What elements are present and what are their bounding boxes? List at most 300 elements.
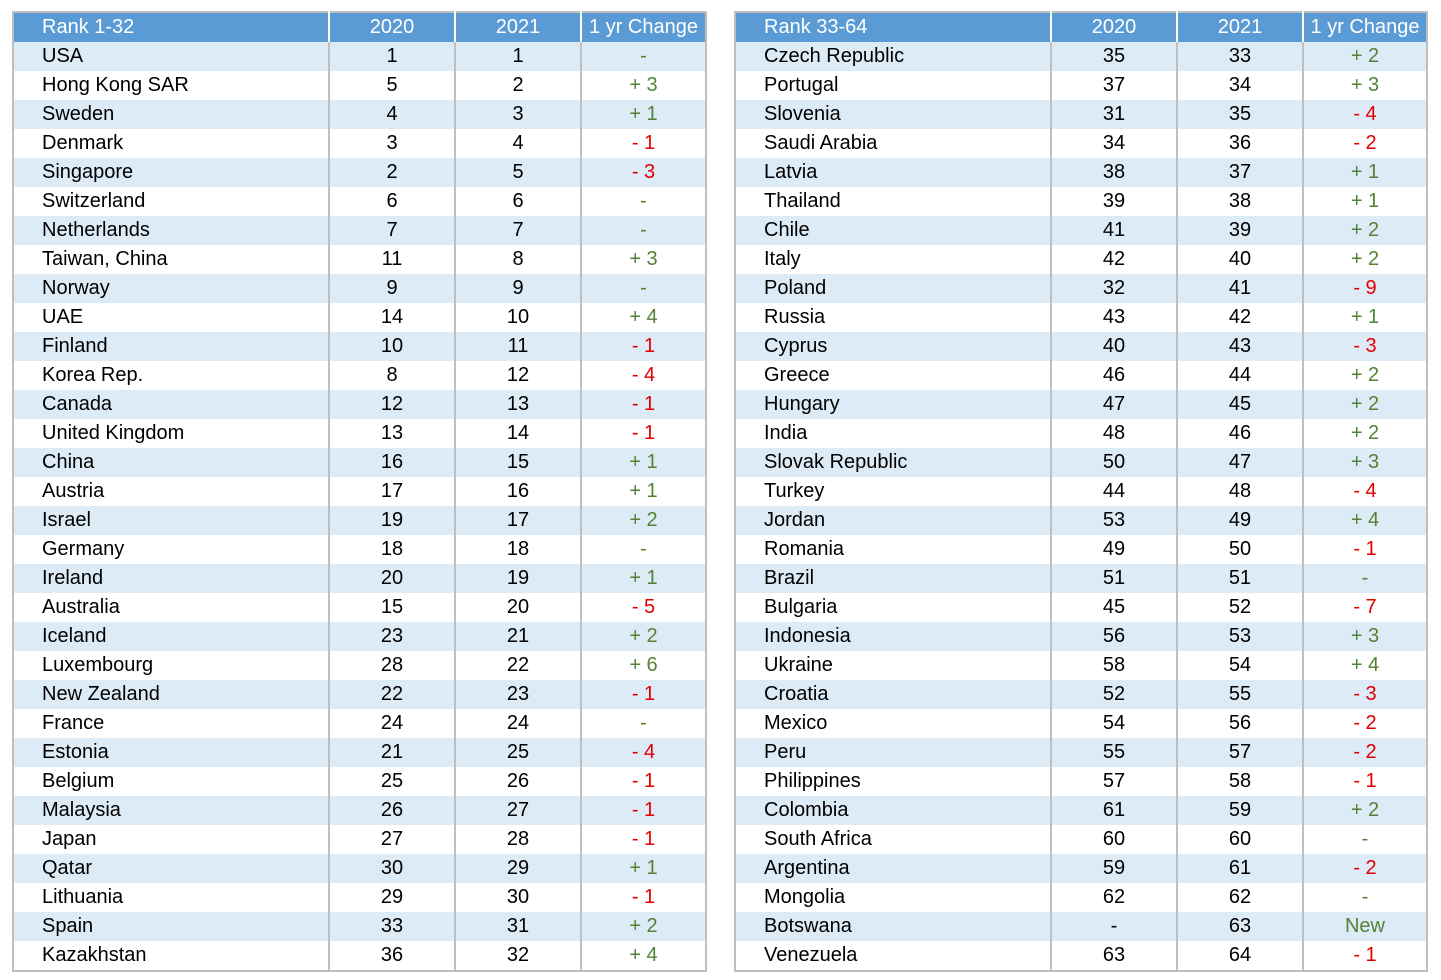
country-cell: Colombia <box>735 796 1051 825</box>
table-row <box>735 332 1427 361</box>
country-cell: Thailand <box>735 187 1051 216</box>
table-row <box>13 477 706 506</box>
change-cell: - 5 <box>581 593 706 622</box>
rank-2020-cell: 20 <box>329 564 455 593</box>
country-cell: Slovak Republic <box>735 448 1051 477</box>
rank-2021-cell: 7 <box>455 216 581 245</box>
header-2021: 2021 <box>455 12 581 42</box>
ranking-table-1-32 <box>12 11 707 972</box>
country-cell: Cyprus <box>735 332 1051 361</box>
change-cell: - <box>581 216 706 245</box>
country-cell: Botswana <box>735 912 1051 941</box>
rank-2021-cell: 21 <box>455 622 581 651</box>
table-row <box>735 158 1427 187</box>
rank-2021-cell: 25 <box>455 738 581 767</box>
change-cell: - 1 <box>1303 535 1427 564</box>
table-row <box>735 506 1427 535</box>
rank-2020-cell: 29 <box>329 883 455 912</box>
country-cell: Greece <box>735 361 1051 390</box>
table-row <box>735 564 1427 593</box>
rank-2020-cell: 16 <box>329 448 455 477</box>
rank-2020-cell: 61 <box>1051 796 1177 825</box>
rank-2021-cell: 4 <box>455 129 581 158</box>
country-cell: Denmark <box>13 129 329 158</box>
table-row <box>13 883 706 912</box>
table-row <box>13 796 706 825</box>
rank-2020-cell: 53 <box>1051 506 1177 535</box>
table-row <box>735 709 1427 738</box>
header-1yr-change: 1 yr Change <box>581 12 706 42</box>
change-cell: - 3 <box>1303 680 1427 709</box>
country-cell: Mexico <box>735 709 1051 738</box>
country-cell: Belgium <box>13 767 329 796</box>
rank-2020-cell: 60 <box>1051 825 1177 854</box>
country-cell: United Kingdom <box>13 419 329 448</box>
country-cell: Croatia <box>735 680 1051 709</box>
country-cell: Estonia <box>13 738 329 767</box>
change-cell: - <box>581 42 706 71</box>
header-2021: 2021 <box>1177 12 1303 42</box>
change-cell: + 4 <box>581 941 706 971</box>
country-cell: Canada <box>13 390 329 419</box>
rank-2020-cell: 62 <box>1051 883 1177 912</box>
table-row <box>13 535 706 564</box>
table-row <box>13 42 706 71</box>
rank-2020-cell: 27 <box>329 825 455 854</box>
rank-2020-cell: 6 <box>329 187 455 216</box>
change-cell: + 1 <box>581 477 706 506</box>
rank-2021-cell: 44 <box>1177 361 1303 390</box>
change-cell: - 1 <box>581 796 706 825</box>
rank-2021-cell: 31 <box>455 912 581 941</box>
rank-2021-cell: 54 <box>1177 651 1303 680</box>
change-cell: - <box>581 187 706 216</box>
country-cell: Brazil <box>735 564 1051 593</box>
rank-2020-cell: 48 <box>1051 419 1177 448</box>
country-cell: Italy <box>735 245 1051 274</box>
table-row <box>13 216 706 245</box>
rank-2020-cell: 37 <box>1051 71 1177 100</box>
change-cell: + 2 <box>1303 361 1427 390</box>
change-cell: + 2 <box>1303 245 1427 274</box>
rank-2021-cell: 64 <box>1177 941 1303 971</box>
rank-2020-cell: 59 <box>1051 854 1177 883</box>
country-cell: Czech Republic <box>735 42 1051 71</box>
table-row <box>13 158 706 187</box>
table-row <box>13 100 706 129</box>
rank-2020-cell: 8 <box>329 361 455 390</box>
table-row <box>735 187 1427 216</box>
rank-2021-cell: 24 <box>455 709 581 738</box>
rank-2020-cell: 13 <box>329 419 455 448</box>
country-cell: Slovenia <box>735 100 1051 129</box>
rank-2020-cell: 39 <box>1051 187 1177 216</box>
change-cell: + 3 <box>581 245 706 274</box>
change-cell: - <box>581 535 706 564</box>
header-rank-range: Rank 33-64 <box>735 12 1051 42</box>
rank-2021-cell: 1 <box>455 42 581 71</box>
country-cell: Austria <box>13 477 329 506</box>
table-row <box>13 738 706 767</box>
rank-2021-cell: 19 <box>455 564 581 593</box>
change-cell: - 2 <box>1303 709 1427 738</box>
rank-2020-cell: 3 <box>329 129 455 158</box>
table-row <box>13 622 706 651</box>
country-cell: Hungary <box>735 390 1051 419</box>
table-row <box>735 622 1427 651</box>
change-cell: + 2 <box>1303 419 1427 448</box>
rank-2021-cell: 28 <box>455 825 581 854</box>
change-cell: + 6 <box>581 651 706 680</box>
table-row <box>13 941 706 971</box>
change-cell: + 2 <box>1303 42 1427 71</box>
table-row <box>13 361 706 390</box>
rank-2021-cell: 46 <box>1177 419 1303 448</box>
rank-2021-cell: 17 <box>455 506 581 535</box>
table-row <box>735 535 1427 564</box>
country-cell: Finland <box>13 332 329 361</box>
country-cell: Australia <box>13 593 329 622</box>
rank-2021-cell: 23 <box>455 680 581 709</box>
change-cell: - <box>1303 825 1427 854</box>
rank-2020-cell: 12 <box>329 390 455 419</box>
country-cell: India <box>735 419 1051 448</box>
rank-2021-cell: 12 <box>455 361 581 390</box>
table-row <box>735 883 1427 912</box>
country-cell: Spain <box>13 912 329 941</box>
change-cell: - 7 <box>1303 593 1427 622</box>
country-cell: Japan <box>13 825 329 854</box>
rank-2021-cell: 62 <box>1177 883 1303 912</box>
table-row <box>13 767 706 796</box>
rank-2021-cell: 63 <box>1177 912 1303 941</box>
table-row <box>13 274 706 303</box>
rank-2020-cell: 24 <box>329 709 455 738</box>
change-cell: + 2 <box>1303 390 1427 419</box>
table-row <box>735 303 1427 332</box>
rank-2020-cell: 41 <box>1051 216 1177 245</box>
rank-2020-cell: 56 <box>1051 622 1177 651</box>
table-row <box>13 303 706 332</box>
country-cell: Saudi Arabia <box>735 129 1051 158</box>
rank-2021-cell: 56 <box>1177 709 1303 738</box>
table-row <box>735 854 1427 883</box>
change-cell: - 2 <box>1303 738 1427 767</box>
table-row <box>735 71 1427 100</box>
table-row <box>13 129 706 158</box>
table-row <box>13 651 706 680</box>
change-cell: + 2 <box>1303 796 1427 825</box>
rank-2020-cell: 57 <box>1051 767 1177 796</box>
table-row <box>13 245 706 274</box>
rank-2020-cell: 42 <box>1051 245 1177 274</box>
table-row <box>13 187 706 216</box>
change-cell: + 4 <box>1303 651 1427 680</box>
rank-2020-cell: 15 <box>329 593 455 622</box>
change-cell: + 4 <box>581 303 706 332</box>
table-row <box>735 100 1427 129</box>
change-cell: + 1 <box>1303 303 1427 332</box>
table-row <box>13 390 706 419</box>
country-cell: Philippines <box>735 767 1051 796</box>
change-cell: - <box>1303 883 1427 912</box>
table-row <box>735 477 1427 506</box>
country-cell: Luxembourg <box>13 651 329 680</box>
table-row <box>13 709 706 738</box>
country-cell: Ukraine <box>735 651 1051 680</box>
rank-2021-cell: 6 <box>455 187 581 216</box>
rank-2020-cell: 18 <box>329 535 455 564</box>
table-row <box>735 680 1427 709</box>
country-cell: Russia <box>735 303 1051 332</box>
rank-2020-cell: 54 <box>1051 709 1177 738</box>
change-cell: - 1 <box>581 332 706 361</box>
change-cell: - <box>1303 564 1427 593</box>
rank-2021-cell: 48 <box>1177 477 1303 506</box>
change-cell: - 4 <box>1303 477 1427 506</box>
country-cell: Romania <box>735 535 1051 564</box>
change-cell: + 4 <box>1303 506 1427 535</box>
rank-2021-cell: 43 <box>1177 332 1303 361</box>
rank-2020-cell: 28 <box>329 651 455 680</box>
rank-2021-cell: 29 <box>455 854 581 883</box>
rank-2020-cell: 44 <box>1051 477 1177 506</box>
country-cell: Sweden <box>13 100 329 129</box>
table-body <box>735 42 1427 971</box>
rank-2021-cell: 45 <box>1177 390 1303 419</box>
rank-2021-cell: 59 <box>1177 796 1303 825</box>
rank-2021-cell: 34 <box>1177 71 1303 100</box>
rank-2021-cell: 49 <box>1177 506 1303 535</box>
table-row <box>13 332 706 361</box>
country-cell: Korea Rep. <box>13 361 329 390</box>
rank-2021-cell: 14 <box>455 419 581 448</box>
header-1yr-change: 1 yr Change <box>1303 12 1427 42</box>
rank-2020-cell: 63 <box>1051 941 1177 971</box>
rank-2021-cell: 40 <box>1177 245 1303 274</box>
rank-2020-cell: 36 <box>329 941 455 971</box>
table-header-row <box>735 12 1427 42</box>
header-2020: 2020 <box>1051 12 1177 42</box>
rank-2021-cell: 36 <box>1177 129 1303 158</box>
rank-2020-cell: 25 <box>329 767 455 796</box>
table-row <box>13 506 706 535</box>
country-cell: Mongolia <box>735 883 1051 912</box>
change-cell: - 4 <box>581 361 706 390</box>
rank-2021-cell: 27 <box>455 796 581 825</box>
rank-2021-cell: 35 <box>1177 100 1303 129</box>
rank-2020-cell: 9 <box>329 274 455 303</box>
table-row <box>735 912 1427 941</box>
rank-2021-cell: 10 <box>455 303 581 332</box>
country-cell: Hong Kong SAR <box>13 71 329 100</box>
header-2020: 2020 <box>329 12 455 42</box>
change-cell: + 2 <box>581 506 706 535</box>
country-cell: Chile <box>735 216 1051 245</box>
table-row <box>13 448 706 477</box>
rank-2021-cell: 41 <box>1177 274 1303 303</box>
rank-2021-cell: 55 <box>1177 680 1303 709</box>
country-cell: Portugal <box>735 71 1051 100</box>
change-cell: + 1 <box>581 448 706 477</box>
change-cell: - 1 <box>581 129 706 158</box>
country-cell: Venezuela <box>735 941 1051 971</box>
country-cell: Qatar <box>13 854 329 883</box>
change-cell: - 3 <box>1303 332 1427 361</box>
rank-2020-cell: 14 <box>329 303 455 332</box>
country-cell: Singapore <box>13 158 329 187</box>
country-cell: South Africa <box>735 825 1051 854</box>
rank-2020-cell: 43 <box>1051 303 1177 332</box>
change-cell: - 4 <box>581 738 706 767</box>
rank-2020-cell: 45 <box>1051 593 1177 622</box>
rank-2020-cell: 34 <box>1051 129 1177 158</box>
country-cell: Latvia <box>735 158 1051 187</box>
country-cell: Switzerland <box>13 187 329 216</box>
change-cell: - 2 <box>1303 129 1427 158</box>
table-body <box>13 42 706 971</box>
rank-2020-cell: 11 <box>329 245 455 274</box>
rank-2021-cell: 60 <box>1177 825 1303 854</box>
country-cell: Israel <box>13 506 329 535</box>
country-cell: New Zealand <box>13 680 329 709</box>
change-cell: + 1 <box>1303 187 1427 216</box>
change-cell: - 4 <box>1303 100 1427 129</box>
change-cell: + 1 <box>1303 158 1427 187</box>
table-row <box>735 448 1427 477</box>
rank-2021-cell: 18 <box>455 535 581 564</box>
change-cell: - 1 <box>581 883 706 912</box>
country-cell: Argentina <box>735 854 1051 883</box>
rank-2020-cell: 31 <box>1051 100 1177 129</box>
rank-2021-cell: 47 <box>1177 448 1303 477</box>
country-cell: Peru <box>735 738 1051 767</box>
table-row <box>13 854 706 883</box>
change-cell: + 2 <box>581 912 706 941</box>
rank-2021-cell: 37 <box>1177 158 1303 187</box>
change-cell: - 1 <box>1303 941 1427 971</box>
rank-2020-cell: 4 <box>329 100 455 129</box>
rank-2020-cell: 52 <box>1051 680 1177 709</box>
rank-2020-cell: 58 <box>1051 651 1177 680</box>
change-cell: - 1 <box>581 767 706 796</box>
rank-2021-cell: 42 <box>1177 303 1303 332</box>
change-cell: - <box>581 709 706 738</box>
rank-2020-cell: 10 <box>329 332 455 361</box>
country-cell: Netherlands <box>13 216 329 245</box>
change-cell: - 1 <box>581 419 706 448</box>
change-cell: - 1 <box>581 680 706 709</box>
rank-2020-cell: 38 <box>1051 158 1177 187</box>
rank-2021-cell: 61 <box>1177 854 1303 883</box>
country-cell: Taiwan, China <box>13 245 329 274</box>
rank-2021-cell: 15 <box>455 448 581 477</box>
table-row <box>735 42 1427 71</box>
change-cell: + 3 <box>1303 71 1427 100</box>
rank-2020-cell: 5 <box>329 71 455 100</box>
rank-2021-cell: 11 <box>455 332 581 361</box>
country-cell: Kazakhstan <box>13 941 329 971</box>
change-cell: + 3 <box>1303 448 1427 477</box>
table-row <box>735 593 1427 622</box>
table-row <box>735 390 1427 419</box>
country-cell: Jordan <box>735 506 1051 535</box>
rank-2021-cell: 16 <box>455 477 581 506</box>
rank-2021-cell: 58 <box>1177 767 1303 796</box>
rank-2020-cell: 19 <box>329 506 455 535</box>
country-cell: Ireland <box>13 564 329 593</box>
table-row <box>735 274 1427 303</box>
change-cell: - 1 <box>581 390 706 419</box>
change-cell: + 1 <box>581 100 706 129</box>
rank-2020-cell: 55 <box>1051 738 1177 767</box>
rank-2021-cell: 57 <box>1177 738 1303 767</box>
rank-2021-cell: 52 <box>1177 593 1303 622</box>
country-cell: France <box>13 709 329 738</box>
country-cell: Bulgaria <box>735 593 1051 622</box>
rank-2020-cell: 35 <box>1051 42 1177 71</box>
rank-2020-cell: 7 <box>329 216 455 245</box>
rank-2021-cell: 2 <box>455 71 581 100</box>
rank-2020-cell: 21 <box>329 738 455 767</box>
table-row <box>735 419 1427 448</box>
rank-2020-cell: 30 <box>329 854 455 883</box>
country-cell: China <box>13 448 329 477</box>
rank-2021-cell: 39 <box>1177 216 1303 245</box>
rank-2021-cell: 9 <box>455 274 581 303</box>
table-row <box>735 129 1427 158</box>
table-row <box>735 361 1427 390</box>
change-cell: + 1 <box>581 854 706 883</box>
change-cell: New <box>1303 912 1427 941</box>
rank-2020-cell: 51 <box>1051 564 1177 593</box>
table-row <box>735 651 1427 680</box>
rank-2021-cell: 13 <box>455 390 581 419</box>
country-cell: Turkey <box>735 477 1051 506</box>
ranking-table-33-64 <box>734 11 1428 972</box>
country-cell: Germany <box>13 535 329 564</box>
table-row <box>13 419 706 448</box>
table-row <box>13 680 706 709</box>
table-row <box>13 593 706 622</box>
table-row <box>13 825 706 854</box>
rank-2020-cell: 49 <box>1051 535 1177 564</box>
rank-2021-cell: 32 <box>455 941 581 971</box>
country-cell: Indonesia <box>735 622 1051 651</box>
table-row <box>735 738 1427 767</box>
change-cell: + 2 <box>581 622 706 651</box>
rank-2020-cell: 17 <box>329 477 455 506</box>
rank-2021-cell: 38 <box>1177 187 1303 216</box>
table-row <box>13 71 706 100</box>
country-cell: Norway <box>13 274 329 303</box>
country-cell: USA <box>13 42 329 71</box>
rank-2021-cell: 50 <box>1177 535 1303 564</box>
table-row <box>735 245 1427 274</box>
rank-2021-cell: 22 <box>455 651 581 680</box>
rank-2020-cell: 26 <box>329 796 455 825</box>
table-row <box>13 564 706 593</box>
change-cell: - 9 <box>1303 274 1427 303</box>
rank-2020-cell: 23 <box>329 622 455 651</box>
change-cell: - 1 <box>581 825 706 854</box>
rank-2021-cell: 33 <box>1177 42 1303 71</box>
rank-2020-cell: 33 <box>329 912 455 941</box>
country-cell: UAE <box>13 303 329 332</box>
rank-2021-cell: 53 <box>1177 622 1303 651</box>
rank-2020-cell: 32 <box>1051 274 1177 303</box>
table-row <box>735 767 1427 796</box>
